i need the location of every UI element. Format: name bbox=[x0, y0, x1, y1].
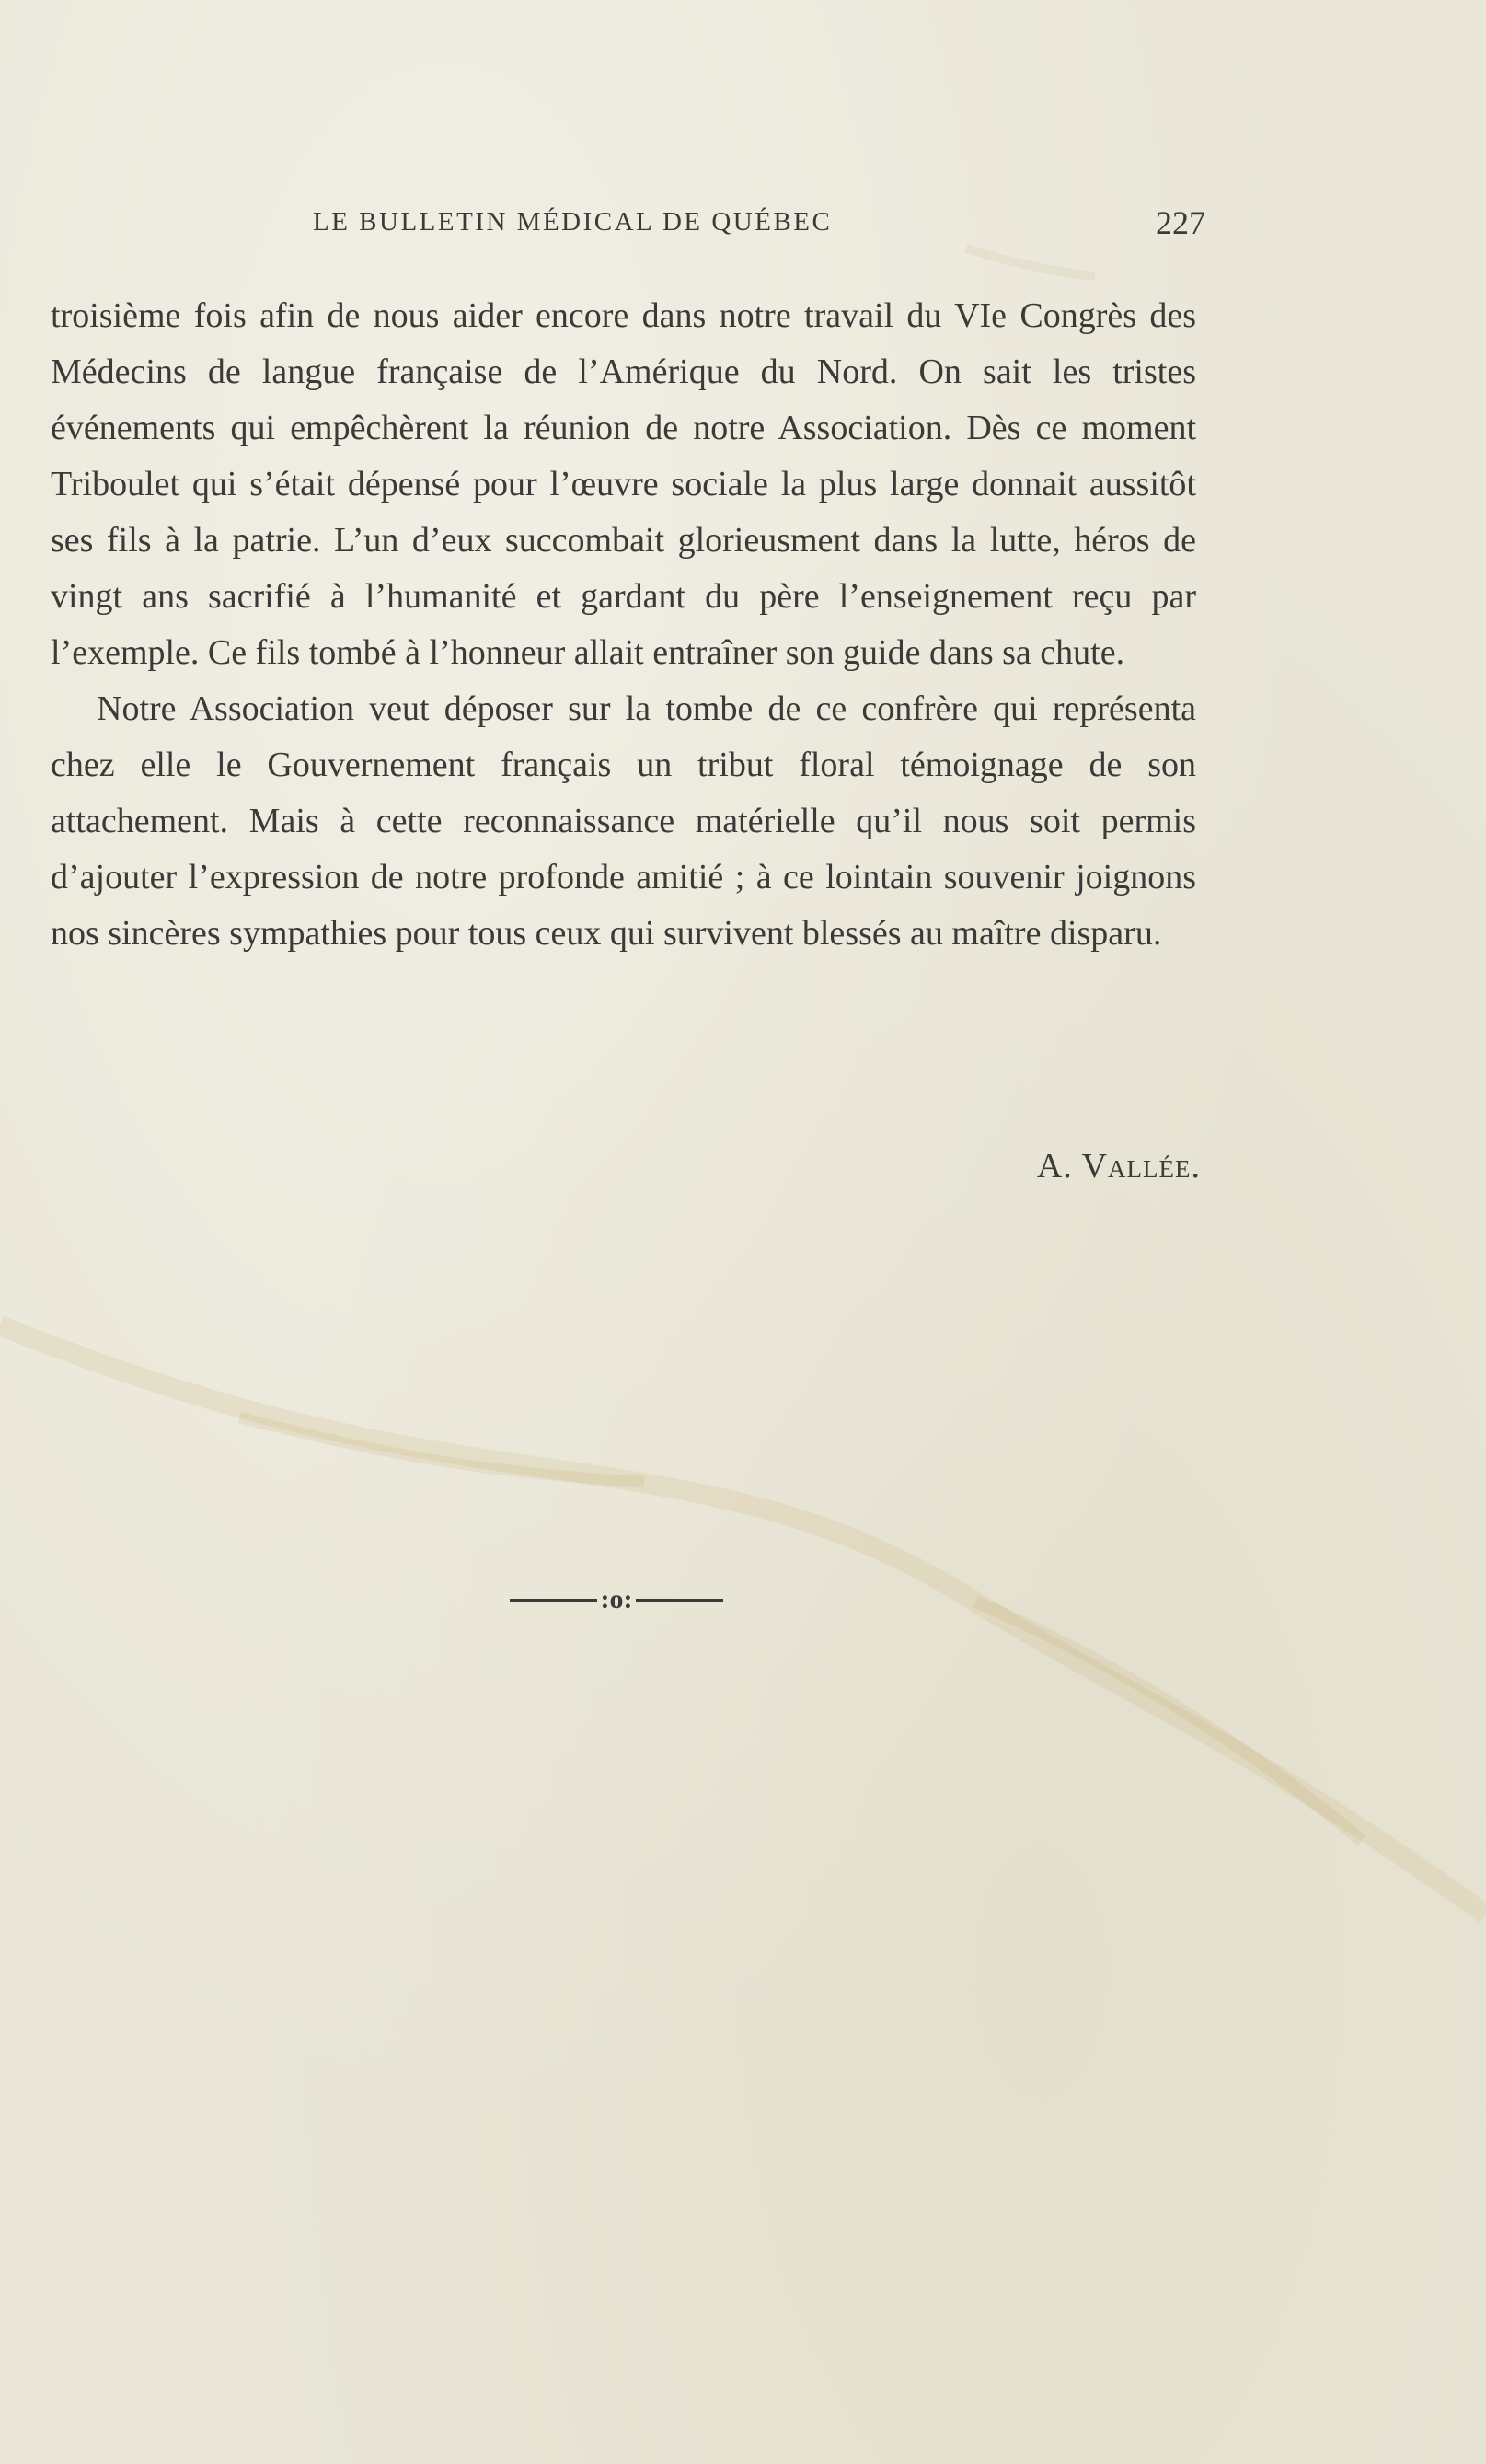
ornament-glyph: :o: bbox=[600, 1584, 633, 1614]
paragraph: Notre Association veut déposer sur la tombe de ce confrère qui représenta chez elle le Gouvernement français un tribut floral témoignage de son attachement. Mais à cette reconnaissance matérielle qu’il nous soit permis d’ajouter l’expression de notre profonde amitié ; à ce lointain souvenir joignons nos sincères sympathies pour tous ceux qui survivent blessés au maître disparu. bbox=[51, 689, 1196, 953]
paragraph: troisième fois afin de nous aider encore dans notre travail du VIe Congrès des Médecins de langue française de l’Amérique du Nord. On sait les tristes événements qui empêchèrent la réunion de notre Association. Dès ce moment Triboulet qui s’était dépensé pour l’œuvre sociale la plus large donnait aussitôt ses fils à la patrie. L’un d’eux succombait glorieusment dans la lutte, héros de vingt ans sacrifié à l’humanité et gardant du père l’enseignement reçu par l’exemple. Ce fils tombé à l’honneur allait entraîner son guide dans sa chute. bbox=[51, 296, 1196, 672]
ornament-rule-right bbox=[636, 1599, 723, 1602]
author-signature: A. Vallée. bbox=[1036, 1147, 1201, 1186]
section-ornament bbox=[504, 1581, 729, 1618]
running-head bbox=[313, 204, 1205, 244]
ornament-rule-left bbox=[510, 1599, 597, 1602]
journal-title: LE BULLETIN MÉDICAL DE QUÉBEC bbox=[313, 207, 833, 237]
article-body bbox=[51, 288, 1196, 962]
page-number: 227 bbox=[1156, 204, 1205, 241]
